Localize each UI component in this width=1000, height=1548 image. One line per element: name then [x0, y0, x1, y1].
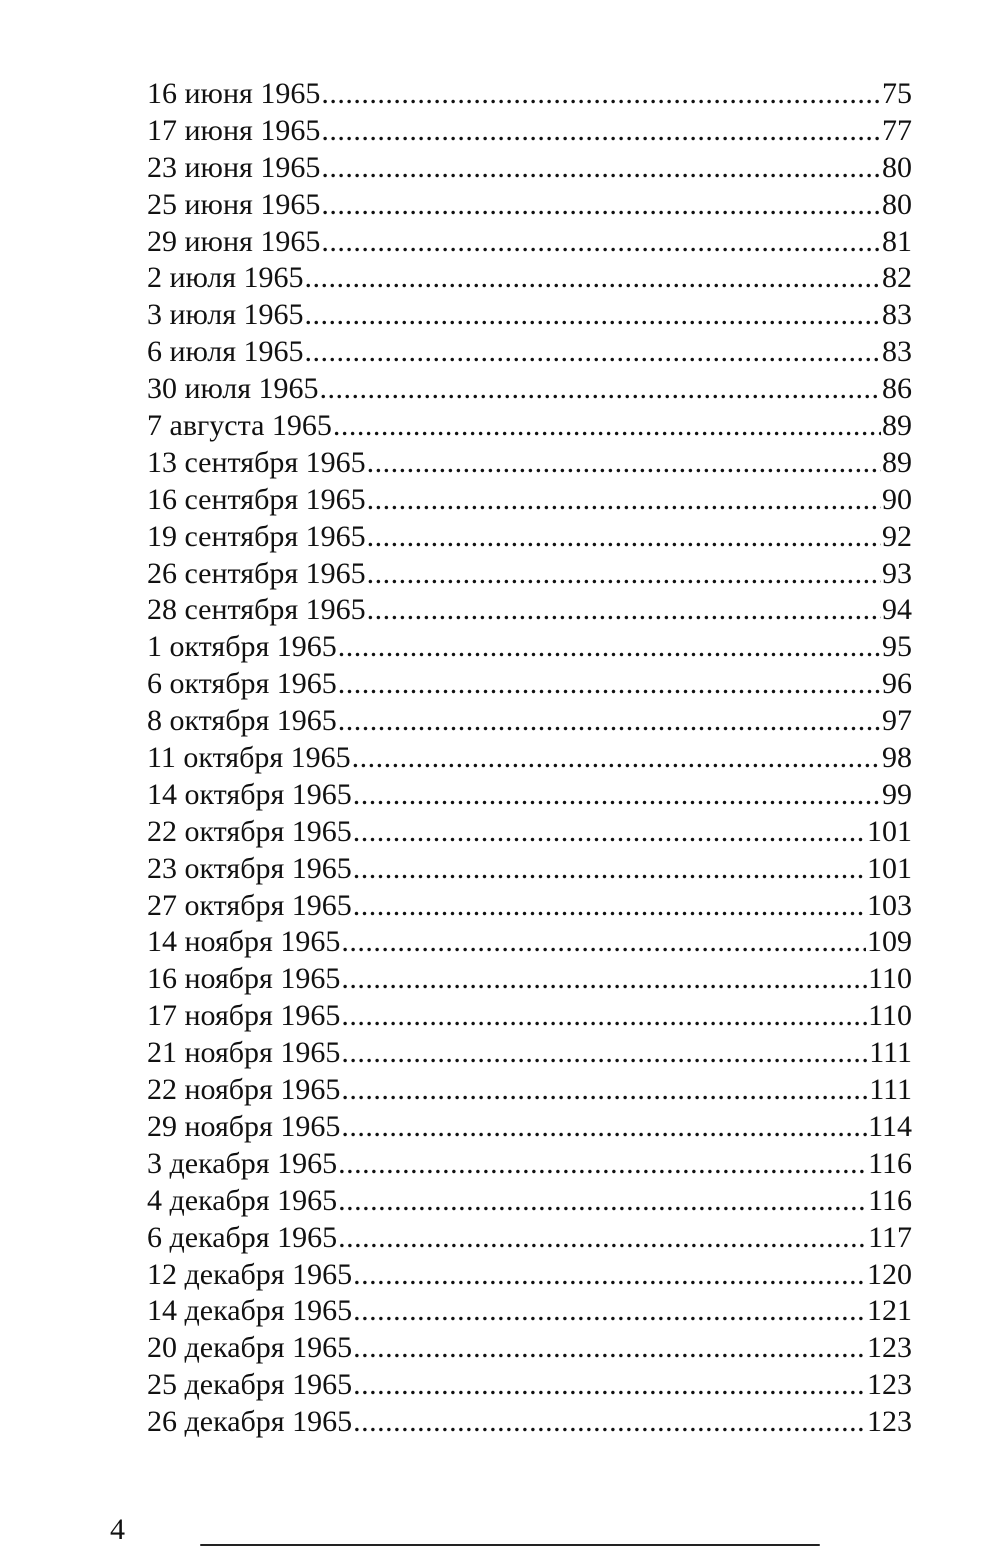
toc-entry[interactable]	[147, 1035, 912, 1072]
toc-entry[interactable]	[147, 297, 912, 334]
toc-entry-page: 111	[869, 1073, 912, 1107]
table-of-contents	[147, 76, 912, 1441]
toc-dot-leader	[353, 814, 866, 851]
toc-dot-leader	[341, 1035, 868, 1072]
toc-entry-title: 4 декабря 1965	[147, 1183, 338, 1217]
toc-dot-leader	[321, 187, 881, 224]
toc-entry-title: 23 октября 1965	[147, 851, 352, 885]
toc-entry-title: 29 ноября 1965	[147, 1109, 341, 1143]
toc-entry-page: 121	[867, 1294, 912, 1328]
toc-entry-page: 101	[867, 851, 912, 885]
toc-dot-leader	[321, 224, 881, 261]
toc-entry-page: 83	[882, 298, 912, 332]
toc-dot-leader	[338, 629, 881, 666]
toc-entry-title: 7 августа 1965	[147, 409, 332, 443]
toc-entry-title: 13 сентября 1965	[147, 445, 366, 479]
toc-dot-leader	[338, 1220, 867, 1257]
toc-entry-page: 123	[867, 1405, 912, 1439]
toc-entry-page: 96	[882, 667, 912, 701]
toc-entry-page: 83	[882, 335, 912, 369]
toc-entry-page: 99	[882, 777, 912, 811]
toc-entry-title: 14 октября 1965	[147, 777, 352, 811]
toc-dot-leader	[338, 1183, 867, 1220]
toc-dot-leader	[353, 1330, 866, 1367]
toc-entry-title: 25 июня 1965	[147, 187, 321, 221]
toc-entry[interactable]	[147, 888, 912, 925]
toc-dot-leader	[367, 482, 881, 519]
toc-entry-page: 101	[867, 814, 912, 848]
toc-entry-page: 114	[868, 1109, 912, 1143]
toc-entry[interactable]	[147, 629, 912, 666]
toc-entry-page: 80	[882, 187, 912, 221]
toc-entry[interactable]	[147, 334, 912, 371]
toc-entry-page: 111	[869, 1036, 912, 1070]
toc-entry-title: 26 декабря 1965	[147, 1405, 353, 1439]
toc-entry[interactable]	[147, 1330, 912, 1367]
toc-entry-title: 2 июля 1965	[147, 261, 304, 295]
toc-entry-title: 8 октября 1965	[147, 704, 337, 738]
toc-entry-page: 116	[868, 1183, 912, 1217]
toc-entry-title: 16 июня 1965	[147, 77, 321, 110]
toc-dot-leader	[341, 961, 867, 998]
toc-entry-page: 89	[882, 409, 912, 443]
toc-entry[interactable]	[147, 703, 912, 740]
toc-entry-page: 89	[882, 445, 912, 479]
toc-entry-title: 20 декабря 1965	[147, 1331, 353, 1365]
toc-entry-title: 27 октября 1965	[147, 888, 352, 922]
toc-entry-title: 30 июля 1965	[147, 372, 319, 406]
toc-entry[interactable]	[147, 777, 912, 814]
toc-entry-page: 123	[867, 1368, 912, 1402]
toc-dot-leader	[338, 1146, 867, 1183]
toc-entry[interactable]	[147, 556, 912, 593]
toc-entry-title: 26 сентября 1965	[147, 556, 366, 590]
toc-entry[interactable]	[147, 1404, 912, 1441]
toc-entry-page: 94	[882, 593, 912, 627]
toc-entry-title: 6 июля 1965	[147, 335, 304, 369]
toc-entry-title: 28 сентября 1965	[147, 593, 366, 627]
toc-entry[interactable]	[147, 924, 912, 961]
toc-dot-leader	[333, 408, 881, 445]
toc-entry[interactable]	[147, 998, 912, 1035]
toc-entry[interactable]	[147, 666, 912, 703]
toc-entry-page: 123	[867, 1331, 912, 1365]
toc-entry-page: 93	[882, 556, 912, 590]
toc-entry-page: 110	[868, 999, 912, 1033]
toc-entry-page: 116	[868, 1146, 912, 1180]
toc-dot-leader	[305, 297, 882, 334]
toc-dot-leader	[353, 1293, 866, 1330]
toc-entry-title: 16 сентября 1965	[147, 482, 366, 516]
footer-divider	[200, 1544, 820, 1546]
toc-dot-leader	[352, 740, 881, 777]
toc-entry-page: 81	[882, 224, 912, 258]
toc-entry[interactable]	[147, 445, 912, 482]
toc-dot-leader	[353, 851, 866, 888]
toc-entry[interactable]	[147, 740, 912, 777]
toc-entry-title: 17 июня 1965	[147, 113, 321, 147]
toc-entry-title: 6 октября 1965	[147, 667, 337, 701]
toc-dot-leader	[320, 371, 882, 408]
toc-entry-title: 25 декабря 1965	[147, 1368, 353, 1402]
toc-entry[interactable]	[147, 1072, 912, 1109]
toc-entry-page: 117	[868, 1220, 912, 1254]
toc-entry[interactable]	[147, 851, 912, 888]
toc-entry-page: 95	[882, 630, 912, 664]
toc-dot-leader	[338, 703, 881, 740]
toc-entry[interactable]	[147, 150, 912, 187]
toc-entry-page: 77	[882, 113, 912, 147]
toc-entry-page: 90	[882, 482, 912, 516]
toc-entry-title: 11 октября 1965	[147, 741, 351, 775]
toc-entry-page: 92	[882, 519, 912, 553]
toc-entry-page: 75	[882, 77, 912, 110]
toc-entry[interactable]	[147, 187, 912, 224]
toc-entry-page: 109	[867, 925, 912, 959]
toc-entry[interactable]	[147, 592, 912, 629]
toc-entry-page: 97	[882, 704, 912, 738]
toc-entry-title: 3 июля 1965	[147, 298, 304, 332]
toc-entry-page: 120	[867, 1257, 912, 1291]
toc-entry[interactable]	[147, 1146, 912, 1183]
toc-entry-page: 86	[882, 372, 912, 406]
toc-entry-title: 16 ноября 1965	[147, 962, 341, 996]
toc-entry[interactable]	[147, 961, 912, 998]
page-number: 4	[110, 1513, 125, 1546]
toc-entry-title: 14 ноября 1965	[147, 925, 341, 959]
toc-entry[interactable]	[147, 1220, 912, 1257]
toc-entry-page: 103	[867, 888, 912, 922]
toc-entry-title: 1 октября 1965	[147, 630, 337, 664]
toc-entry[interactable]	[147, 814, 912, 851]
toc-dot-leader	[341, 1072, 868, 1109]
toc-dot-leader	[353, 888, 866, 925]
toc-entry-title: 17 ноября 1965	[147, 999, 341, 1033]
toc-dot-leader	[353, 1257, 866, 1294]
toc-dot-leader	[341, 924, 866, 961]
toc-entry-title: 3 декабря 1965	[147, 1146, 338, 1180]
toc-dot-leader	[321, 150, 881, 187]
toc-entry[interactable]	[147, 482, 912, 519]
toc-entry-page: 82	[882, 261, 912, 295]
toc-entry-title: 19 сентября 1965	[147, 519, 366, 553]
toc-dot-leader	[321, 76, 881, 113]
toc-dot-leader	[367, 445, 881, 482]
toc-dot-leader	[353, 1404, 866, 1441]
toc-dot-leader	[321, 113, 881, 150]
toc-entry[interactable]	[147, 113, 912, 150]
toc-entry-title: 22 октября 1965	[147, 814, 352, 848]
toc-dot-leader	[367, 556, 881, 593]
toc-entry-title: 29 июня 1965	[147, 224, 321, 258]
toc-entry-title: 12 декабря 1965	[147, 1257, 353, 1291]
toc-dot-leader	[367, 519, 881, 556]
toc-entry[interactable]	[147, 408, 912, 445]
toc-dot-leader	[341, 1109, 867, 1146]
toc-entry[interactable]	[147, 260, 912, 297]
toc-entry-page: 110	[868, 962, 912, 996]
toc-entry-title: 22 ноября 1965	[147, 1073, 341, 1107]
toc-entry-title: 14 декабря 1965	[147, 1294, 353, 1328]
toc-dot-leader	[305, 260, 882, 297]
toc-entry-title: 6 декабря 1965	[147, 1220, 338, 1254]
toc-entry-page: 80	[882, 150, 912, 184]
toc-entry[interactable]	[147, 1109, 912, 1146]
toc-entry[interactable]	[147, 1257, 912, 1294]
toc-entry[interactable]	[147, 76, 912, 113]
toc-entry[interactable]	[147, 1367, 912, 1404]
toc-entry[interactable]	[147, 224, 912, 261]
toc-entry[interactable]	[147, 519, 912, 556]
toc-dot-leader	[353, 777, 881, 814]
toc-entry[interactable]	[147, 371, 912, 408]
toc-dot-leader	[341, 998, 867, 1035]
toc-entry-page: 98	[882, 741, 912, 775]
toc-entry[interactable]	[147, 1293, 912, 1330]
toc-entry-title: 23 июня 1965	[147, 150, 321, 184]
toc-dot-leader	[338, 666, 881, 703]
toc-dot-leader	[305, 334, 882, 371]
toc-entry[interactable]	[147, 1183, 912, 1220]
toc-entry-title: 21 ноября 1965	[147, 1036, 341, 1070]
toc-dot-leader	[353, 1367, 866, 1404]
toc-dot-leader	[367, 592, 881, 629]
